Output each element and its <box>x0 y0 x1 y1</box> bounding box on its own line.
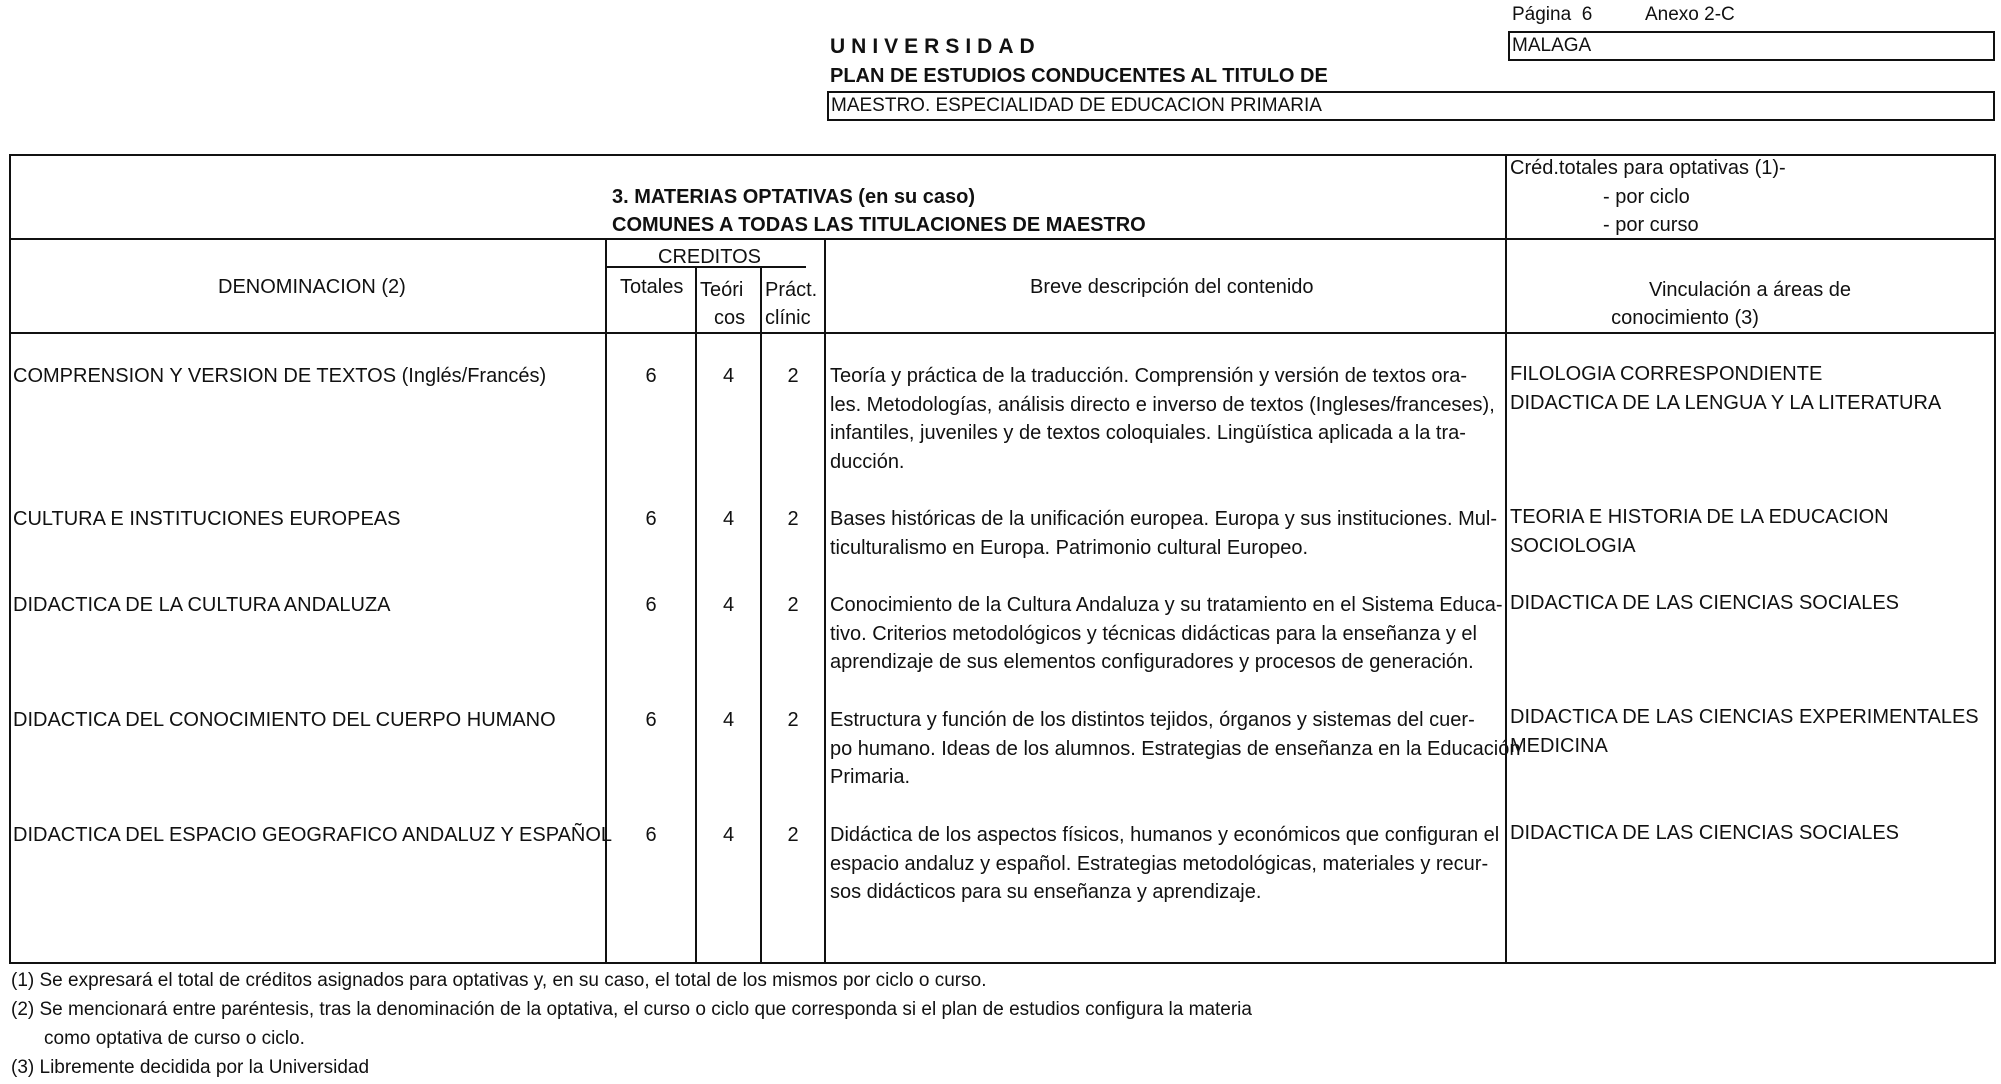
row-totales: 6 <box>645 508 657 530</box>
row-teoricos: 4 <box>722 365 735 387</box>
row-teoricos: 4 <box>722 824 735 846</box>
row-denominacion: DIDACTICA DEL CONOCIMIENTO DEL CUERPO HUMANO <box>13 709 556 731</box>
row-vinculacion: DIDACTICA DE LAS CIENCIAS SOCIALES <box>1510 822 1899 844</box>
annex-label: Anexo 2-C <box>1645 4 1735 25</box>
header-creditos: CREDITOS <box>658 246 761 268</box>
row-practicos: 2 <box>787 709 799 731</box>
divider <box>9 332 1996 334</box>
section-subtitle: COMUNES A TODAS LAS TITULACIONES DE MAESTRO <box>612 214 1146 236</box>
university-label: UNIVERSIDAD <box>830 35 1041 58</box>
header-descripcion: Breve descripción del contenido <box>1030 276 1314 298</box>
row-descripcion: Didáctica de los aspectos físicos, humanos y económicos que configuran el espacio andaluz y español. Estrategias metodológicas, materiales y recur- sos didácticos para su enseñanza y aprendizaje. <box>830 824 1500 903</box>
header-vinculacion: Vinculación a áreas de conocimiento (3) <box>1611 279 1851 329</box>
plan-field <box>827 91 1995 121</box>
header-teoricos: Teóri cos <box>700 279 746 329</box>
row-practicos: 2 <box>787 365 799 387</box>
row-denominacion: CULTURA E INSTITUCIONES EUROPEAS <box>13 508 401 530</box>
plan-label: PLAN DE ESTUDIOS CONDUCENTES AL TITULO DE <box>830 65 1328 87</box>
row-descripcion: Conocimiento de la Cultura Andaluza y su tratamiento en el Sistema Educa- tivo. Criterios metodológicos y técnicas didácticas para la enseñanza y el aprendizaje de sus elementos configuradores y procesos de generación. <box>830 594 1503 673</box>
credits-per-cycle: - por ciclo <box>1603 186 1690 208</box>
plan-value: MAESTRO. ESPECIALIDAD DE EDUCACION PRIMARIA <box>831 95 1322 116</box>
divider <box>824 239 826 964</box>
credits-per-course: - por curso <box>1603 214 1699 236</box>
row-teoricos: 4 <box>722 709 735 731</box>
footnote-3: (3) Libremente decidida por la Universidad <box>11 1057 370 1078</box>
row-vinculacion: DIDACTICA DE LAS CIENCIAS EXPERIMENTALES MEDICINA <box>1510 706 1979 757</box>
row-totales: 6 <box>645 365 657 387</box>
footnote-2: (2) Se mencionará entre paréntesis, tras la denominación de la optativa, el curso o ciclo que corresponda si el plan de estudios configura la materia <box>11 999 1252 1020</box>
row-vinculacion: FILOLOGIA CORRESPONDIENTE DIDACTICA DE LA LENGUA Y LA LITERATURA <box>1510 363 1942 414</box>
row-descripcion: Teoría y práctica de la traducción. Comprensión y versión de textos ora- les. Metodologías, análisis directo e inverso de textos (Ingleses/franceses), infantiles, juveniles y de textos coloquiales. Lingüística aplicada a la tra- ducción. <box>830 365 1495 473</box>
footnote-2-continued: como optativa de curso o ciclo. <box>44 1028 305 1049</box>
credits-total-note: Créd.totales para optativas (1)- <box>1510 157 1786 179</box>
row-denominacion: DIDACTICA DE LA CULTURA ANDALUZA <box>13 594 391 616</box>
row-descripcion: Estructura y función de los distintos tejidos, órganos y sistemas del cuer- po humano. Ideas de los alumnos. Estrategias de enseñanza en la Educación Primaria. <box>830 709 1521 788</box>
header-totales: Totales <box>620 276 684 298</box>
row-totales: 6 <box>645 594 657 616</box>
section-title: 3. MATERIAS OPTATIVAS (en su caso) <box>612 186 976 208</box>
row-descripcion: Bases históricas de la unificación europea. Europa y sus instituciones. Mul- ticulturalismo en Europa. Patrimonio cultural Europeo. <box>830 508 1498 559</box>
row-vinculacion: DIDACTICA DE LAS CIENCIAS SOCIALES <box>1510 592 1899 614</box>
row-totales: 6 <box>645 824 657 846</box>
row-practicos: 2 <box>787 594 799 616</box>
university-value: MALAGA <box>1512 35 1592 56</box>
row-vinculacion: TEORIA E HISTORIA DE LA EDUCACION SOCIOLOGIA <box>1510 506 1889 557</box>
row-practicos: 2 <box>787 508 799 530</box>
header-denominacion: DENOMINACION (2) <box>218 276 406 298</box>
university-field <box>1508 31 1995 61</box>
row-teoricos: 4 <box>722 594 735 616</box>
divider <box>9 238 1996 240</box>
row-teoricos: 4 <box>722 508 735 530</box>
page-number: 6 <box>1581 4 1593 25</box>
row-denominacion: DIDACTICA DEL ESPACIO GEOGRAFICO ANDALUZ Y ESPAÑOL <box>13 824 613 846</box>
row-denominacion: COMPRENSION Y VERSION DE TEXTOS (Inglés/Francés) <box>13 365 547 387</box>
row-practicos: 2 <box>787 824 799 846</box>
header-practicos: Práct. clínic <box>765 279 818 329</box>
page-label: Página 6 <box>1512 4 1593 25</box>
footnote-1: (1) Se expresará el total de créditos asignados para optativas y, en su caso, el total de los mismos por ciclo o curso. <box>11 970 987 991</box>
row-totales: 6 <box>645 709 657 731</box>
